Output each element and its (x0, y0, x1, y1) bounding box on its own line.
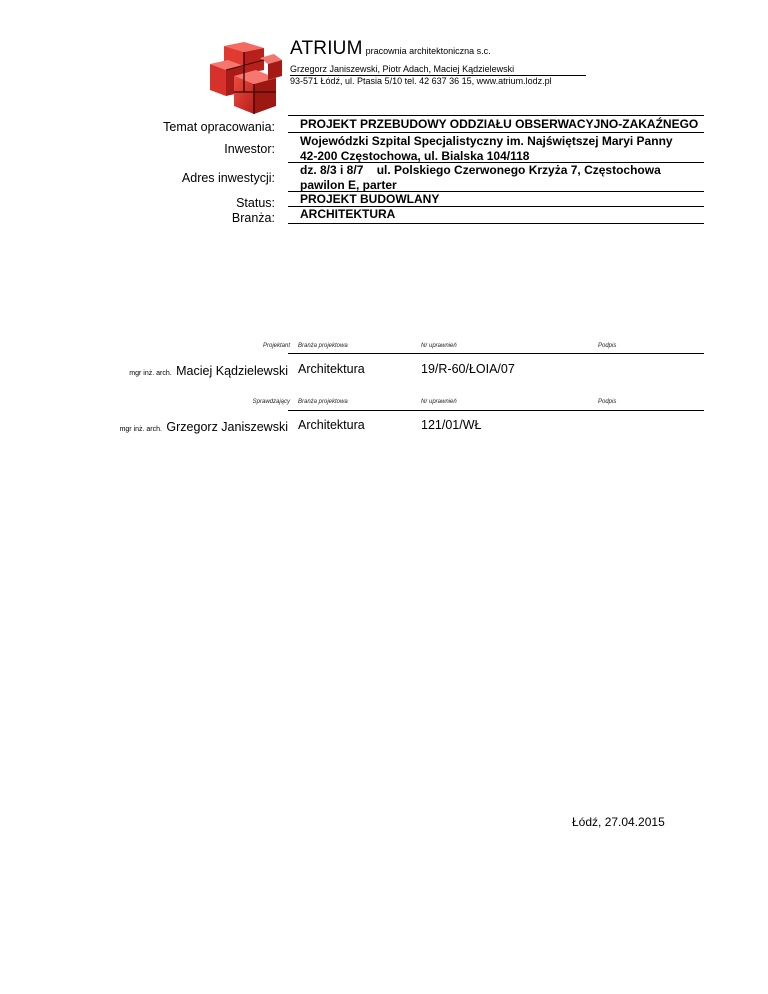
sign-divider (288, 410, 704, 411)
sign-divider (288, 353, 704, 354)
designer-person (100, 362, 288, 380)
status-label: Status: (236, 196, 275, 210)
col-license-header: Nr uprawnień (421, 399, 457, 405)
col-branch-header: Branża projektowa (298, 343, 348, 349)
topic-value: PROJEKT PRZEBUDOWY ODDZIAŁU OBSERWACYJNO-ZAKAŹNEGO (300, 117, 699, 131)
address-label: Adres inwestycji: (181, 171, 275, 185)
status-value: PROJEKT BUDOWLANY (300, 192, 440, 206)
designer-name: Maciej Kądzielewski (176, 364, 288, 378)
info-divider (288, 132, 704, 133)
branch-value: ARCHITEKTURA (300, 207, 396, 221)
role-checker: Sprawdzający (252, 399, 290, 405)
company-name (290, 38, 491, 60)
checker-name: Grzegorz Janiszewski (166, 420, 288, 434)
role-designer: Projektant (262, 343, 290, 349)
designer-license: 19/R-60/ŁOIA/07 (421, 362, 515, 376)
col-license-header: Nr uprawnień (421, 343, 457, 349)
designer-title: mgr inż. arch. (129, 370, 172, 377)
address-line-2: pawilon E, parter (300, 178, 397, 192)
topic-label: Temat opracowania: (163, 120, 275, 134)
investor-line-1: Wojewódzki Szpital Specjalistyczny im. Najświętszej Maryi Panny (300, 134, 673, 148)
checker-person (80, 418, 288, 436)
branch-label: Branża: (231, 211, 275, 225)
col-branch-header: Branża projektowa (298, 399, 348, 405)
investor-label: Inwestor: (224, 142, 275, 156)
atrium-logo (204, 40, 286, 120)
info-divider (288, 223, 704, 224)
address-line-1: dz. 8/3 i 8/7 ul. Polskiego Czerwonego Krzyża 7, Częstochowa (300, 163, 661, 177)
info-divider (288, 115, 704, 116)
checker-license: 121/01/WŁ (421, 418, 482, 432)
company-address: 93-571 Łódź, ul. Ptasia 5/10 tel. 42 637 36 15, www.atrium.lodz.pl (290, 76, 552, 86)
place-date: Łódź, 27.04.2015 (572, 815, 665, 829)
checker-branch: Architektura (298, 418, 365, 432)
col-sign-header: Podpis (598, 343, 617, 349)
col-sign-header: Podpis (598, 399, 617, 405)
company-descriptor: pracownia architektoniczna s.c. (365, 46, 491, 56)
company-partners: Grzegorz Janiszewski, Piotr Adach, Maciej Kądzielewski (290, 64, 515, 74)
checker-title: mgr inż. arch. (119, 426, 162, 433)
company-brand: ATRIUM (290, 38, 363, 59)
investor-line-2: 42-200 Częstochowa, ul. Bialska 104/118 (300, 149, 530, 163)
designer-branch: Architektura (298, 362, 365, 376)
